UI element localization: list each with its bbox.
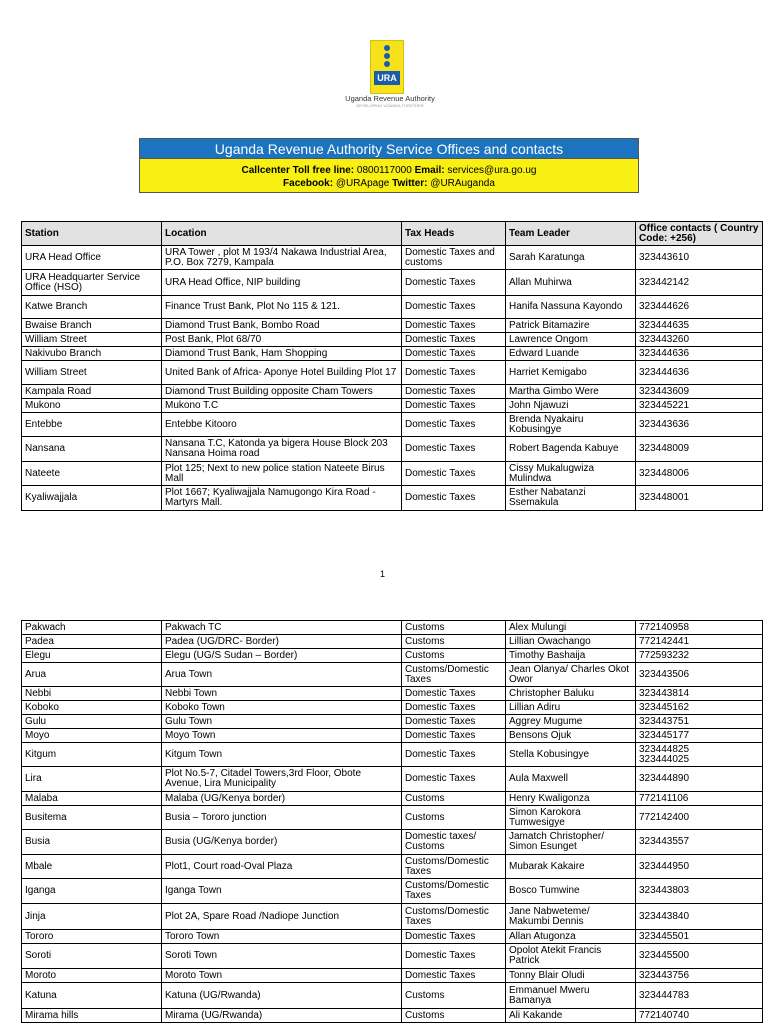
office-contact-cell: 323448001 [636, 486, 763, 511]
office-contact-cell: 323444635 [636, 319, 763, 333]
location-cell: Pakwach TC [162, 621, 402, 635]
tax-heads-cell: Domestic Taxes [402, 729, 506, 743]
table-row [22, 462, 763, 486]
page-number: 1 [380, 569, 386, 579]
location-cell: Busia – Tororo junction [162, 806, 402, 830]
team-leader-cell: Emmanuel Mweru Bamanya [506, 983, 636, 1009]
location-cell: Malaba (UG/Kenya border) [162, 792, 402, 806]
office-contact-cell: 323443751 [636, 715, 763, 729]
station-cell: William Street [22, 333, 162, 347]
logo-tagline: DEVELOPING UGANDA TOGETHER [356, 103, 424, 108]
office-contact-cell: 323443260 [636, 333, 763, 347]
table-row [22, 486, 763, 511]
office-contact-cell: 323442142 [636, 270, 763, 296]
station-cell: Kitgum [22, 743, 162, 767]
location-cell: Post Bank, Plot 68/70 [162, 333, 402, 347]
station-cell: Nakivubo Branch [22, 347, 162, 361]
team-leader-cell: Esther Nabatanzi Ssemakula [506, 486, 636, 511]
team-leader-cell: Lawrence Ongom [506, 333, 636, 347]
location-cell: Entebbe Kitooro [162, 413, 402, 437]
station-cell: Moyo [22, 729, 162, 743]
table-row [22, 855, 763, 879]
team-leader-cell: Opolot Atekit Francis Patrick [506, 944, 636, 969]
office-contact-cell: 772140958 [636, 621, 763, 635]
station-cell: Busia [22, 830, 162, 855]
logo-name: Uganda Revenue Authority [345, 94, 435, 103]
station-cell: Mbale [22, 855, 162, 879]
tax-heads-cell: Domestic Taxes [402, 296, 506, 319]
table-row [22, 1009, 763, 1023]
table-row [22, 621, 763, 635]
tax-heads-cell: Domestic Taxes [402, 969, 506, 983]
tax-heads-cell: Domestic Taxes [402, 715, 506, 729]
office-contact-cell: 772142441 [636, 635, 763, 649]
header-office-contacts: Office contacts ( Country Code: +256) [636, 222, 763, 246]
location-cell: URA Head Office, NIP building [162, 270, 402, 296]
team-leader-cell: Aggrey Mugume [506, 715, 636, 729]
ura-logo [332, 38, 448, 110]
contact-info: Callcenter Toll free line: 0800117000 Email: services@ura.go.ug Facebook: @URApage Twitter: @URAuganda [139, 159, 639, 193]
location-cell: Arua Town [162, 663, 402, 687]
station-cell: Katwe Branch [22, 296, 162, 319]
tax-heads-cell: Domestic Taxes [402, 687, 506, 701]
ura-emblem-icon: URA [370, 40, 404, 94]
team-leader-cell: Jane Nabweteme/ Makumbi Dennis [506, 904, 636, 930]
table-row [22, 743, 763, 767]
office-contact-cell: 323443506 [636, 663, 763, 687]
table-row [22, 399, 763, 413]
location-cell: Kitgum Town [162, 743, 402, 767]
tax-heads-cell: Customs [402, 635, 506, 649]
location-cell: Diamond Trust Bank, Ham Shopping [162, 347, 402, 361]
tax-heads-cell: Customs [402, 792, 506, 806]
tax-heads-cell: Domestic Taxes [402, 319, 506, 333]
table-row [22, 729, 763, 743]
station-cell: Padea [22, 635, 162, 649]
tax-heads-cell: Domestic Taxes [402, 767, 506, 792]
team-leader-cell: Cissy Mukalugwiza Mulindwa [506, 462, 636, 486]
table-row [22, 246, 763, 270]
team-leader-cell: Lillian Adiru [506, 701, 636, 715]
tax-heads-cell: Domestic Taxes [402, 413, 506, 437]
station-cell: URA Headquarter Service Office (HSO) [22, 270, 162, 296]
location-cell: Mirama (UG/Rwanda) [162, 1009, 402, 1023]
office-contact-cell: 323444636 [636, 361, 763, 385]
location-cell: Diamond Trust Bank, Bombo Road [162, 319, 402, 333]
table-row [22, 687, 763, 701]
facebook-handle[interactable]: @URApage [333, 178, 393, 189]
table-row [22, 944, 763, 969]
station-cell: Mirama hills [22, 1009, 162, 1023]
office-contact-cell: 323448009 [636, 437, 763, 462]
office-contact-cell: 772140740 [636, 1009, 763, 1023]
table-row [22, 663, 763, 687]
team-leader-cell: Robert Bagenda Kabuye [506, 437, 636, 462]
team-leader-cell: Harriet Kemigabo [506, 361, 636, 385]
office-contact-cell: 772141106 [636, 792, 763, 806]
office-contact-cell: 323444626 [636, 296, 763, 319]
tax-heads-cell: Domestic Taxes [402, 930, 506, 944]
table-row [22, 715, 763, 729]
office-contact-cell: 323444636 [636, 347, 763, 361]
tax-heads-cell: Domestic Taxes [402, 701, 506, 715]
station-cell: Bwaise Branch [22, 319, 162, 333]
table-row [22, 385, 763, 399]
table-row [22, 413, 763, 437]
location-cell: Gulu Town [162, 715, 402, 729]
station-cell: URA Head Office [22, 246, 162, 270]
team-leader-cell: John Njawuzi [506, 399, 636, 413]
table-row [22, 767, 763, 792]
office-contact-cell: 772142400 [636, 806, 763, 830]
tax-heads-cell: Customs/Domestic Taxes [402, 855, 506, 879]
location-cell: URA Tower , plot M 193/4 Nakawa Industrial Area, P.O. Box 7279, Kampala [162, 246, 402, 270]
team-leader-cell: Simon Karokora Tumwesigye [506, 806, 636, 830]
station-cell: Nebbi [22, 687, 162, 701]
location-cell: Katuna (UG/Rwanda) [162, 983, 402, 1009]
office-contact-cell: 323445221 [636, 399, 763, 413]
tax-heads-cell: Customs [402, 983, 506, 1009]
station-cell: Busitema [22, 806, 162, 830]
header-team-leader: Team Leader [506, 222, 636, 246]
email-address[interactable]: services@ura.go.ug [444, 165, 537, 176]
location-cell: Tororo Town [162, 930, 402, 944]
header-tax-heads: Tax Heads [402, 222, 506, 246]
station-cell: Kyaliwajjala [22, 486, 162, 511]
offices-table-page2 [21, 620, 763, 1023]
tax-heads-cell: Domestic Taxes [402, 944, 506, 969]
table-row [22, 930, 763, 944]
team-leader-cell: Hanifa Nassuna Kayondo [506, 296, 636, 319]
station-cell: Arua [22, 663, 162, 687]
location-cell: Plot No.5-7, Citadel Towers,3rd Floor, Obote Avenue, Lira Municipality [162, 767, 402, 792]
team-leader-cell: Alex Mulungi [506, 621, 636, 635]
team-leader-cell: Martha Gimbo Were [506, 385, 636, 399]
station-cell: Moroto [22, 969, 162, 983]
station-cell: Lira [22, 767, 162, 792]
office-contact-cell: 323443636 [636, 413, 763, 437]
office-contact-cell: 323445500 [636, 944, 763, 969]
station-cell: William Street [22, 361, 162, 385]
office-contact-cell: 323443814 [636, 687, 763, 701]
station-cell: Pakwach [22, 621, 162, 635]
team-leader-cell: Allan Atugonza [506, 930, 636, 944]
tax-heads-cell: Customs/Domestic Taxes [402, 904, 506, 930]
office-contact-cell: 323444890 [636, 767, 763, 792]
tax-heads-cell: Domestic Taxes [402, 270, 506, 296]
table-row [22, 347, 763, 361]
location-cell: Busia (UG/Kenya border) [162, 830, 402, 855]
table-row [22, 319, 763, 333]
location-cell: Soroti Town [162, 944, 402, 969]
station-cell: Nateete [22, 462, 162, 486]
team-leader-cell: Christopher Baluku [506, 687, 636, 701]
tax-heads-cell: Customs/Domestic Taxes [402, 879, 506, 904]
team-leader-cell: Brenda Nyakairu Kobusingye [506, 413, 636, 437]
office-contact-cell: 323445162 [636, 701, 763, 715]
location-cell: Nebbi Town [162, 687, 402, 701]
location-cell: Elegu (UG/S Sudan – Border) [162, 649, 402, 663]
tax-heads-cell: Domestic Taxes [402, 347, 506, 361]
location-cell: Iganga Town [162, 879, 402, 904]
team-leader-cell: Allan Muhirwa [506, 270, 636, 296]
table-row [22, 437, 763, 462]
office-contact-cell: 323443803 [636, 879, 763, 904]
station-cell: Iganga [22, 879, 162, 904]
office-contact-cell: 323443756 [636, 969, 763, 983]
team-leader-cell: Patrick Bitamazire [506, 319, 636, 333]
tax-heads-cell: Customs [402, 1009, 506, 1023]
table-row [22, 806, 763, 830]
tax-heads-cell: Domestic Taxes [402, 399, 506, 413]
location-cell: Plot 1667; Kyaliwajjala Namugongo Kira Road - Martyrs Mall. [162, 486, 402, 511]
team-leader-cell: Jamatch Christopher/ Simon Esunget [506, 830, 636, 855]
table-row [22, 904, 763, 930]
team-leader-cell: Henry Kwaligonza [506, 792, 636, 806]
station-cell: Entebbe [22, 413, 162, 437]
tax-heads-cell: Customs [402, 649, 506, 663]
location-cell: Plot 125; Next to new police station Nateete Birus Mall [162, 462, 402, 486]
callcenter-number: 0800117000 [354, 165, 415, 176]
team-leader-cell: Ali Kakande [506, 1009, 636, 1023]
table-row [22, 701, 763, 715]
team-leader-cell: Lillian Owachango [506, 635, 636, 649]
team-leader-cell: Mubarak Kakaire [506, 855, 636, 879]
station-cell: Nansana [22, 437, 162, 462]
tax-heads-cell: Domestic Taxes [402, 385, 506, 399]
team-leader-cell: Bosco Tumwine [506, 879, 636, 904]
team-leader-cell: Timothy Bashaija [506, 649, 636, 663]
office-contact-cell: 323445177 [636, 729, 763, 743]
tax-heads-cell: Domestic Taxes [402, 462, 506, 486]
office-contact-cell: 323445501 [636, 930, 763, 944]
location-cell: Plot 2A, Spare Road /Nadiope Junction [162, 904, 402, 930]
table-row [22, 983, 763, 1009]
tax-heads-cell: Customs [402, 806, 506, 830]
team-leader-cell: Bensons Ojuk [506, 729, 636, 743]
tax-heads-cell: Domestic Taxes and customs [402, 246, 506, 270]
table-row [22, 635, 763, 649]
table-header-row [22, 222, 763, 246]
tax-heads-cell: Customs [402, 621, 506, 635]
table-row [22, 830, 763, 855]
office-contact-cell: 323444825 323444025 [636, 743, 763, 767]
header-location: Location [162, 222, 402, 246]
station-cell: Koboko [22, 701, 162, 715]
station-cell: Malaba [22, 792, 162, 806]
header-station: Station [22, 222, 162, 246]
twitter-handle[interactable]: @URAuganda [427, 178, 495, 189]
table-row [22, 270, 763, 296]
table-row [22, 333, 763, 347]
table-row [22, 649, 763, 663]
document-title: Uganda Revenue Authority Service Offices and contacts [139, 138, 639, 159]
table-row [22, 361, 763, 385]
office-contact-cell: 772593232 [636, 649, 763, 663]
table-row [22, 296, 763, 319]
station-cell: Kampala Road [22, 385, 162, 399]
team-leader-cell: Sarah Karatunga [506, 246, 636, 270]
location-cell: Plot1, Court road-Oval Plaza [162, 855, 402, 879]
station-cell: Elegu [22, 649, 162, 663]
tax-heads-cell: Domestic Taxes [402, 361, 506, 385]
location-cell: Moroto Town [162, 969, 402, 983]
table-row [22, 969, 763, 983]
location-cell: Diamond Trust Building opposite Cham Towers [162, 385, 402, 399]
team-leader-cell: Aula Maxwell [506, 767, 636, 792]
office-contact-cell: 323448006 [636, 462, 763, 486]
station-cell: Mukono [22, 399, 162, 413]
location-cell: Finance Trust Bank, Plot No 115 & 121. [162, 296, 402, 319]
offices-table-page1 [21, 221, 763, 511]
station-cell: Jinja [22, 904, 162, 930]
location-cell: Moyo Town [162, 729, 402, 743]
team-leader-cell: Jean Olanya/ Charles Okot Owor [506, 663, 636, 687]
table-row [22, 792, 763, 806]
location-cell: Mukono T.C [162, 399, 402, 413]
tax-heads-cell: Domestic Taxes [402, 486, 506, 511]
office-contact-cell: 323443609 [636, 385, 763, 399]
station-cell: Katuna [22, 983, 162, 1009]
location-cell: Padea (UG/DRC- Border) [162, 635, 402, 649]
office-contact-cell: 323443557 [636, 830, 763, 855]
team-leader-cell: Tonny Blair Oludi [506, 969, 636, 983]
location-cell: Nansana T.C, Katonda ya bigera House Block 203 Nansana Hoima road [162, 437, 402, 462]
tax-heads-cell: Domestic Taxes [402, 437, 506, 462]
location-cell: Koboko Town [162, 701, 402, 715]
tax-heads-cell: Customs/Domestic Taxes [402, 663, 506, 687]
tax-heads-cell: Domestic taxes/ Customs [402, 830, 506, 855]
office-contact-cell: 323444783 [636, 983, 763, 1009]
station-cell: Tororo [22, 930, 162, 944]
office-contact-cell: 323443610 [636, 246, 763, 270]
location-cell: United Bank of Africa- Aponye Hotel Building Plot 17 [162, 361, 402, 385]
team-leader-cell: Stella Kobusingye [506, 743, 636, 767]
tax-heads-cell: Domestic Taxes [402, 743, 506, 767]
office-contact-cell: 323444950 [636, 855, 763, 879]
station-cell: Soroti [22, 944, 162, 969]
office-contact-cell: 323443840 [636, 904, 763, 930]
station-cell: Gulu [22, 715, 162, 729]
tax-heads-cell: Domestic Taxes [402, 333, 506, 347]
table-row [22, 879, 763, 904]
team-leader-cell: Edward Luande [506, 347, 636, 361]
